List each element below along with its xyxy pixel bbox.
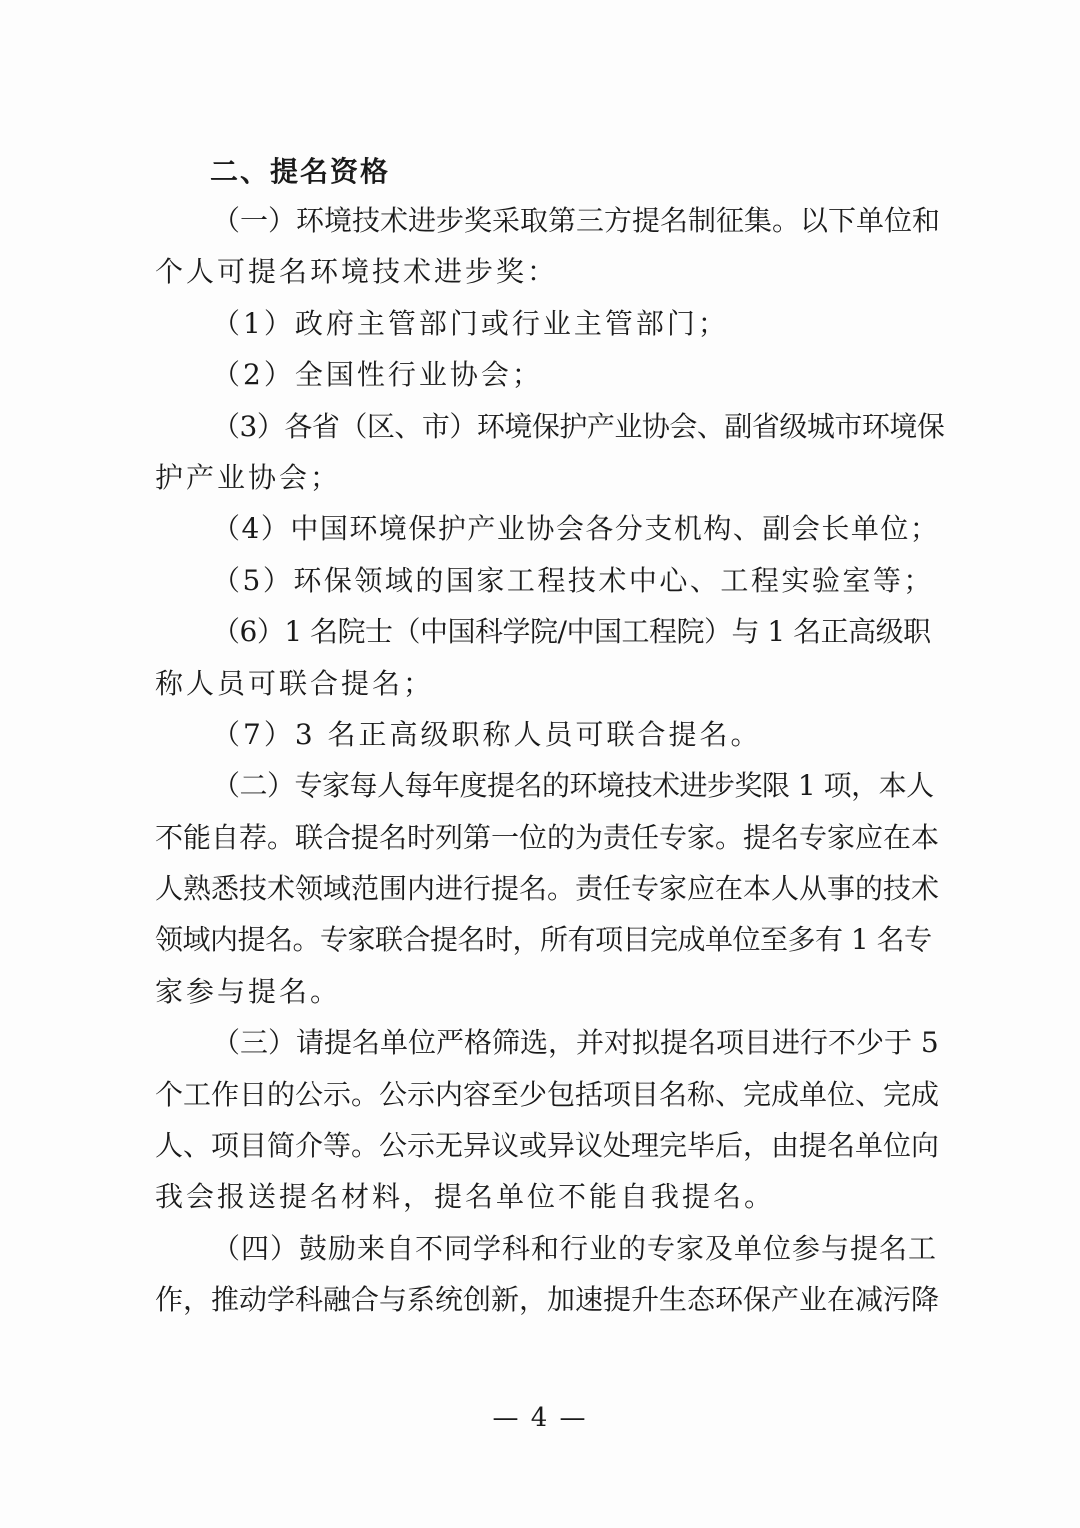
text-line: （7）3 名正高级职称人员可联合提名。 <box>212 717 762 751</box>
body-text <box>155 195 945 1326</box>
text-line: 人、项目简介等。公示无异议或异议处理完毕后，由提名单位向 <box>155 1129 940 1163</box>
text-line: 护产业协会； <box>155 460 342 494</box>
text-line: 家参与提名。 <box>155 974 342 1008</box>
text-line: 个工作日的公示。公示内容至少包括项目名称、完成单位、完成 <box>155 1077 940 1111</box>
page-number: — 4 — <box>492 1403 588 1433</box>
text-line: （1）政府主管部门或行业主管部门； <box>212 306 729 340</box>
text-line: （3）各省（区、市）环境保护产业协会、副省级城市环境保 <box>212 409 945 443</box>
text-line: 个人可提名环境技术进步奖： <box>155 255 559 289</box>
text-line: （4）中国环境保护产业协会各分支机构、副会长单位； <box>212 512 940 546</box>
text-line: 作，推动学科融合与系统创新，加速提升生态环保产业在减污降 <box>155 1283 940 1317</box>
section-heading: 二、提名资格 <box>210 155 391 188</box>
text-line: （6）1 名院士（中国科学院/中国工程院）与 1 名正高级职 <box>212 615 931 649</box>
text-line: 称人员可联合提名； <box>155 666 435 700</box>
text-line: （2）全国性行业协会； <box>212 358 543 392</box>
text-line: （四）鼓励来自不同学科和行业的专家及单位参与提名工 <box>212 1231 938 1265</box>
text-line: 领域内提名。专家联合提名时，所有项目完成单位至多有 1 名专 <box>155 923 932 957</box>
text-line: （三）请提名单位严格筛选，并对拟提名项目进行不少于 5 <box>212 1026 939 1060</box>
text-line: （一）环境技术进步奖采取第三方提名制征集。以下单位和 <box>212 204 941 237</box>
text-line: （二）专家每人每年度提名的环境技术进步奖限 1 项，本人 <box>212 769 934 803</box>
text-line: 不能自荐。联合提名时列第一位的为责任专家。提名专家应在本 <box>155 820 940 854</box>
text-line: 我会报送提名材料，提名单位不能自我提名。 <box>155 1180 776 1214</box>
text-line: （5）环保领域的国家工程技术中心、工程实验室等； <box>212 563 934 597</box>
text-line: 人熟悉技术领域范围内进行提名。责任专家应在本人从事的技术 <box>155 872 940 906</box>
